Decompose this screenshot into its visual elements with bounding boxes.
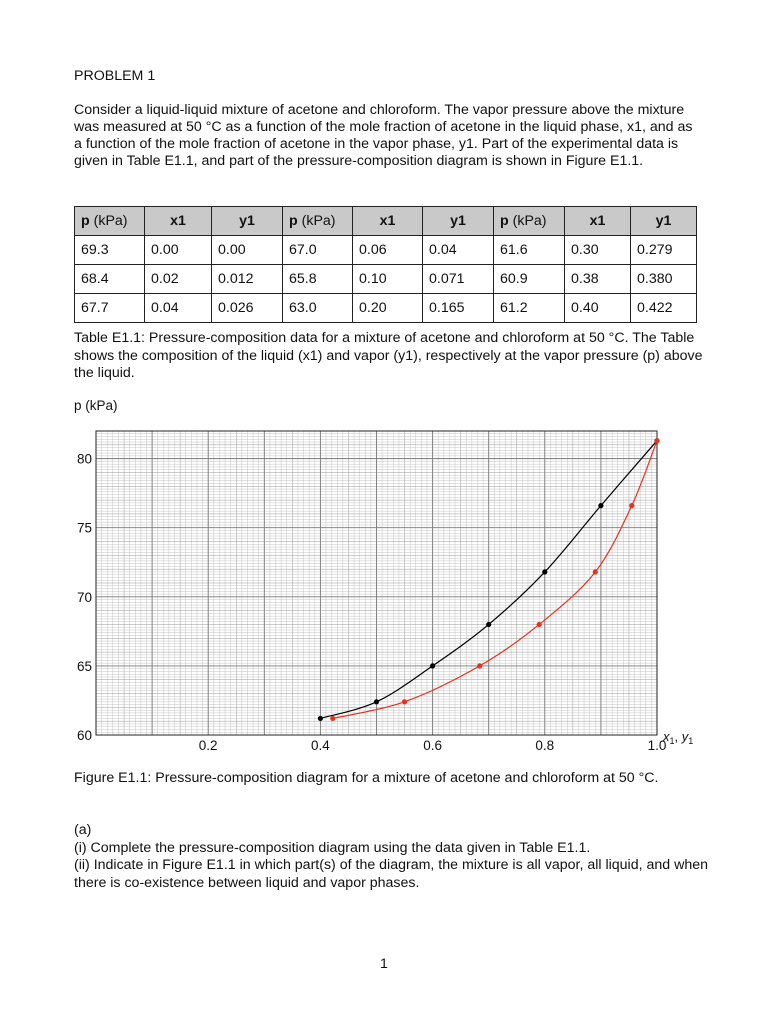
y-axis-label: p (kPa) — [74, 398, 118, 413]
header-p: p (kPa) — [283, 207, 353, 236]
header-y1: y1 — [631, 207, 697, 236]
data-point — [654, 438, 659, 443]
data-point — [537, 622, 542, 627]
table-cell: 67.0 — [283, 236, 353, 265]
table-cell: 63.0 — [283, 294, 353, 323]
x-tick-label: 0.8 — [535, 738, 555, 753]
questions-block — [74, 822, 724, 892]
y-tick-label: 75 — [76, 520, 92, 536]
table-cell: 0.380 — [631, 265, 697, 294]
header-p: p (kPa) — [75, 207, 145, 236]
table-cell: 61.2 — [494, 294, 565, 323]
data-point — [402, 699, 407, 704]
data-point — [477, 663, 482, 668]
table-cell: 0.06 — [353, 236, 423, 265]
data-point — [486, 622, 491, 627]
y-tick-label: 60 — [76, 728, 92, 743]
x-tick-label: 0.4 — [311, 738, 330, 753]
table-cell: 67.7 — [75, 294, 145, 323]
pressure-composition-chart — [60, 395, 710, 755]
table-cell: 0.012 — [212, 265, 283, 294]
table-cell: 0.071 — [423, 265, 494, 294]
header-x1: x1 — [565, 207, 631, 236]
table-cell: 65.8 — [283, 265, 353, 294]
table-cell: 0.30 — [565, 236, 631, 265]
y-tick-label: 80 — [76, 451, 92, 467]
table-row — [75, 265, 697, 294]
x-tick-label: 1.0 — [647, 738, 667, 753]
y-tick-label: 70 — [76, 589, 92, 605]
data-point — [593, 569, 598, 574]
table-row — [75, 236, 697, 265]
table-cell: 0.20 — [353, 294, 423, 323]
table-cell: 60.9 — [494, 265, 565, 294]
page-number: 1 — [380, 956, 388, 972]
table-header-row — [75, 207, 697, 236]
data-point — [374, 699, 379, 704]
table-cell: 69.3 — [75, 236, 145, 265]
header-y1: y1 — [212, 207, 283, 236]
header-x1: x1 — [353, 207, 423, 236]
data-point — [318, 716, 323, 721]
figure-caption: Figure E1.1: Pressure-composition diagram for a mixture of acetone and chloroform at 50 °C. — [74, 770, 659, 786]
table-cell: 0.422 — [631, 294, 697, 323]
intro-paragraph: Consider a liquid-liquid mixture of acetone and chloroform. The vapor pressure above the mixture was measured at 50 °C as a function of the mole fraction of acetone in the liquid phase, x1, and as a function of the mole fraction of acetone in the vapor phase, y1. Part of the experimental data is given in Table E1.1, and part of the pressure-composition diagram is shown in Figure E1.1. — [74, 102, 693, 169]
table-cell: 0.02 — [145, 265, 212, 294]
question-2: (ii) Indicate in Figure E1.1 in which part(s) of the diagram, the mixture is all vapor, all liquid, and when there is co-existence between liquid and vapor phases. — [74, 857, 709, 891]
x-axis-label: $x_1$, $y_1$ — [663, 729, 694, 746]
header-x1: x1 — [145, 207, 212, 236]
header-p: p (kPa) — [494, 207, 565, 236]
table-cell: 0.00 — [212, 236, 283, 265]
data-point — [598, 503, 603, 508]
table-cell: 61.6 — [494, 236, 565, 265]
table-cell: 0.40 — [565, 294, 631, 323]
data-point — [542, 569, 547, 574]
table-cell: 0.165 — [423, 294, 494, 323]
table-cell: 0.026 — [212, 294, 283, 323]
table-caption: Table E1.1: Pressure-composition data for a mixture of acetone and chloroform at 50 °C. The Table shows the composition of the liquid (x1) and vapor (y1), respectively at the vapor pressure (p) above the liquid. — [74, 330, 703, 381]
data-point — [430, 663, 435, 668]
x-tick-label: 0.2 — [198, 738, 218, 753]
table-cell: 0.00 — [145, 236, 212, 265]
table-cell: 0.04 — [145, 294, 212, 323]
problem-title: PROBLEM 1 — [74, 68, 156, 84]
y-tick-label: 65 — [76, 658, 92, 674]
table-cell: 68.4 — [75, 265, 145, 294]
question-part-label: (a) — [74, 822, 92, 838]
data-table — [74, 206, 697, 323]
table-cell: 0.10 — [353, 265, 423, 294]
data-point — [629, 503, 634, 508]
table-cell: 0.279 — [631, 236, 697, 265]
table-cell: 0.04 — [423, 236, 494, 265]
data-point — [330, 716, 335, 721]
table-row — [75, 294, 697, 323]
x-tick-label: 0.6 — [423, 738, 442, 753]
table-cell: 0.38 — [565, 265, 631, 294]
header-y1: y1 — [423, 207, 494, 236]
question-1: (i) Complete the pressure-composition diagram using the data given in Table E1.1. — [74, 839, 591, 856]
